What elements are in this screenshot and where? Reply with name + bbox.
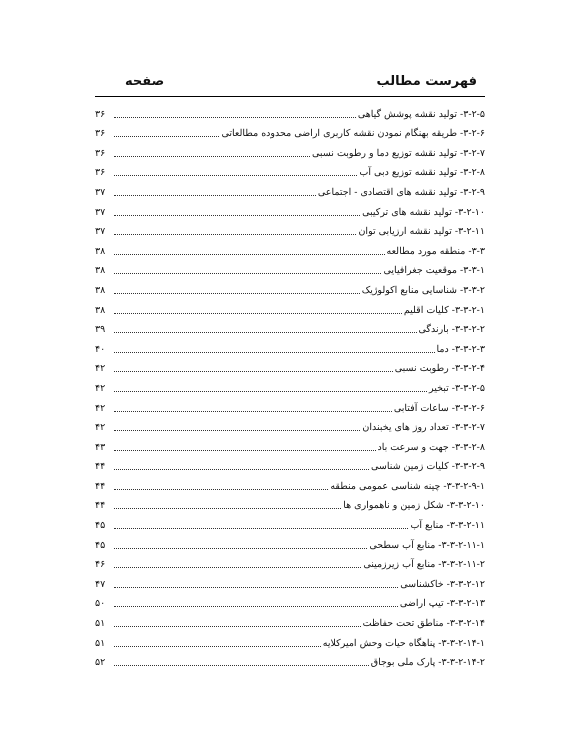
dot-leader (114, 195, 316, 196)
toc-entry[interactable] (95, 238, 485, 258)
toc-entry-title: ۳-۲-۱۰- تولید نقشه های ترکیبی (362, 206, 485, 218)
toc-entry-page: ۵۲ (95, 657, 106, 669)
toc-entry[interactable] (95, 473, 485, 493)
toc-entry[interactable] (95, 415, 485, 435)
toc-entry-page: ۳۸ (95, 245, 106, 257)
dot-leader (114, 606, 398, 607)
toc-entry[interactable] (95, 650, 485, 670)
toc-entry-title: ۳-۲-۱۱- تولید نقشه ارزیابی توان (358, 226, 485, 238)
dot-leader (114, 352, 435, 353)
toc-entry[interactable] (95, 101, 485, 121)
toc-entry-page: ۳۸ (95, 304, 106, 316)
toc-entry-page: ۴۲ (95, 422, 106, 434)
toc-entry-page: ۴۲ (95, 382, 106, 394)
toc-entry-title: ۳-۳-۲-۴- رطوبت نسبی (394, 363, 485, 375)
dot-leader (114, 175, 357, 176)
toc-entry-page: ۴۵ (95, 539, 106, 551)
dot-leader (114, 587, 398, 588)
dot-leader (114, 450, 376, 451)
toc-entry-page: ۳۸ (95, 265, 106, 277)
toc-entry-title: ۳-۳-۱- موقعیت جغرافیایی (383, 265, 485, 277)
dot-leader (114, 508, 341, 509)
toc-entry-page: ۳۹ (95, 324, 106, 336)
toc-entry-title: ۳-۳-۲-۱۱-۱- منابع آب سطحی (369, 539, 485, 551)
toc-entry[interactable] (95, 630, 485, 650)
toc-title: فهرست مطالب (376, 74, 477, 89)
toc-entry-title: ۳-۳-۲-۳- دما (436, 343, 485, 355)
toc-entry-title: ۳-۳-۲-۱۴-۱- پناهگاه حیات وحش امیرکلایه (322, 637, 485, 649)
dot-leader (114, 332, 417, 333)
toc-entry-page: ۴۴ (95, 480, 106, 492)
toc-entry-page: ۵۰ (95, 598, 106, 610)
toc-entry[interactable] (95, 160, 485, 180)
toc-entry-title: ۳-۲-۹- تولید نقشه های اقتصادی - اجتماعی (317, 186, 485, 198)
toc-entry-title: ۳-۳-۲-۱۲- خاکشناسی (400, 578, 485, 590)
toc-entry[interactable] (95, 219, 485, 239)
toc-entry-page: ۳۷ (95, 206, 106, 218)
toc-entry-title: ۳-۳-۲-۵- تبخیر (428, 382, 485, 394)
dot-leader (114, 567, 361, 568)
toc-entry-page: ۴۶ (95, 559, 106, 571)
toc-entry-page: ۴۷ (95, 578, 106, 590)
toc-entry-page: ۳۷ (95, 226, 106, 238)
page-column-label: صفحه (125, 74, 165, 89)
dot-leader (114, 293, 360, 294)
dot-leader (114, 234, 356, 235)
dot-leader (114, 411, 392, 412)
toc-entry-page: ۴۲ (95, 402, 106, 414)
toc-entry-title: ۳-۳-۲-۱۰- شکل زمین و ناهمواری ها (343, 500, 485, 512)
dot-leader (114, 548, 367, 549)
toc-entry[interactable] (95, 121, 485, 141)
toc-entry[interactable] (95, 493, 485, 513)
toc-entry-page: ۳۸ (95, 284, 106, 296)
toc-entry[interactable] (95, 336, 485, 356)
toc-entry[interactable] (95, 591, 485, 611)
toc-entry-page: ۳۶ (95, 108, 106, 120)
toc-entry-title: ۳-۲-۷- تولید نقشه توزیع دما و رطوبت نسبی (312, 147, 485, 159)
toc-entry-page: ۳۶ (95, 128, 106, 140)
toc-entry-page: ۴۳ (95, 441, 106, 453)
toc-entry-page: ۴۲ (95, 363, 106, 375)
dot-leader (114, 528, 408, 529)
toc-entry-title: ۳-۲-۶- طریقه بهنگام نمودن نقشه کاربری اراضی محدوده مطالعاتی (221, 128, 485, 140)
toc-entry[interactable] (95, 512, 485, 532)
toc-entry[interactable] (95, 552, 485, 572)
toc-entry-title: ۳-۳-۲-۷- تعداد روز های یخبندان (362, 422, 485, 434)
toc-entry[interactable] (95, 375, 485, 395)
toc-entry-page: ۳۷ (95, 186, 106, 198)
toc-entry-title: ۳-۳-۲-۶- ساعات آفتابی (393, 402, 485, 414)
dot-leader (114, 489, 328, 490)
toc-entry-page: ۴۴ (95, 500, 106, 512)
toc-entry-title: ۳-۳-۲-۲- بارندگی (418, 324, 485, 336)
toc-header (95, 72, 485, 97)
toc-list (95, 101, 485, 669)
toc-entry-title: ۳-۳-۲-۱- کلیات اقلیم (403, 304, 485, 316)
toc-entry[interactable] (95, 356, 485, 376)
toc-entry[interactable] (95, 140, 485, 160)
dot-leader (114, 254, 385, 255)
toc-entry-page: ۳۶ (95, 147, 106, 159)
toc-entry[interactable] (95, 179, 485, 199)
toc-entry[interactable] (95, 395, 485, 415)
dot-leader (114, 371, 393, 372)
toc-entry-title: ۳-۳- منطقه مورد مطالعه (386, 245, 485, 257)
dot-leader (114, 313, 402, 314)
toc-entry-title: ۳-۳-۲-۹- کلیات زمین شناسی (370, 461, 485, 473)
toc-entry-title: ۳-۳-۲-۸- جهت و سرعت باد (377, 441, 485, 453)
toc-entry-title: ۳-۲-۵- تولید نقشه پوشش گیاهی (357, 108, 485, 120)
toc-entry-title: ۳-۳-۲-۱۳- تیپ اراضی (399, 598, 485, 610)
toc-entry[interactable] (95, 434, 485, 454)
toc-entry-page: ۳۶ (95, 167, 106, 179)
dot-leader (114, 469, 369, 470)
toc-entry[interactable] (95, 277, 485, 297)
dot-leader (114, 646, 321, 647)
toc-entry-title: ۳-۳-۲-۱۱-۲- منابع آب زیرزمینی (363, 559, 485, 571)
toc-entry[interactable] (95, 199, 485, 219)
dot-leader (114, 626, 361, 627)
toc-entry[interactable] (95, 258, 485, 278)
toc-entry[interactable] (95, 610, 485, 630)
toc-entry[interactable] (95, 297, 485, 317)
toc-entry[interactable] (95, 571, 485, 591)
toc-entry-title: ۳-۳-۲-۱۴- مناطق تحت حفاظت (362, 618, 485, 630)
toc-entry-page: ۴۴ (95, 461, 106, 473)
toc-entry-page: ۵۱ (95, 618, 106, 630)
toc-entry-title: ۳-۳-۲-۱۱- منابع آب (410, 520, 485, 532)
toc-entry[interactable] (95, 454, 485, 474)
toc-entry-title: ۳-۳-۲-۱۴-۲- پارک ملی بوجاق (370, 657, 485, 669)
dot-leader (114, 391, 427, 392)
toc-entry-page: ۴۵ (95, 520, 106, 532)
toc-entry-page: ۴۰ (95, 343, 106, 355)
dot-leader (114, 117, 356, 118)
dot-leader (114, 156, 310, 157)
toc-entry-page: ۵۱ (95, 637, 106, 649)
dot-leader (114, 430, 360, 431)
dot-leader (114, 136, 219, 137)
toc-entry-title: ۳-۳-۲- شناسایی منابع اکولوژیک (361, 284, 485, 296)
dot-leader (114, 273, 381, 274)
toc-entry-title: ۳-۳-۲-۹-۱- چینه شناسی عمومی منطقه (330, 480, 485, 492)
dot-leader (114, 665, 369, 666)
toc-entry-title: ۳-۲-۸- تولید نقشه توزیع دبی آب (359, 167, 485, 179)
dot-leader (114, 215, 360, 216)
toc-entry[interactable] (95, 532, 485, 552)
toc-entry[interactable] (95, 317, 485, 337)
